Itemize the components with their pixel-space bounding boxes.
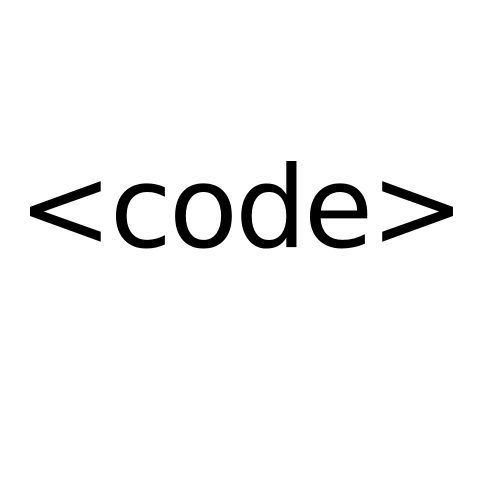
code-label: <code> — [18, 141, 462, 274]
